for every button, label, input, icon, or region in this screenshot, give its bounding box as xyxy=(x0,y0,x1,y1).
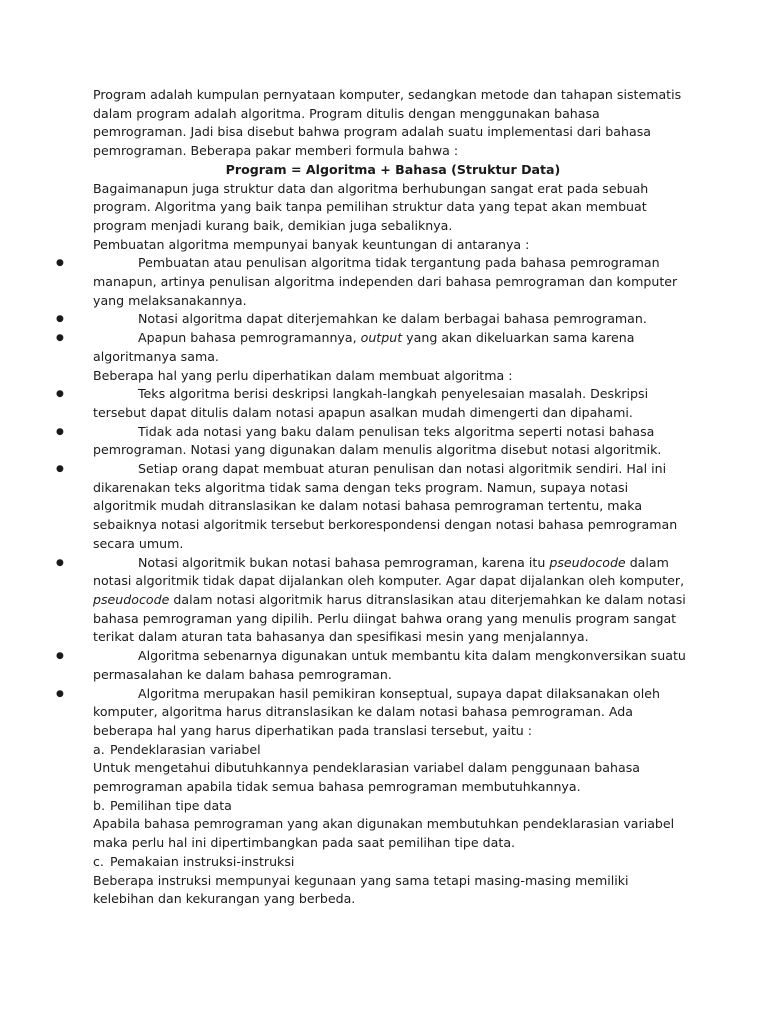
bullet-icon: ● xyxy=(56,651,64,662)
sub-heading-title: Pendeklarasian variabel xyxy=(110,741,261,757)
list-item xyxy=(56,385,693,422)
list-item-text: Pembuatan atau penulisan algoritma tidak tergantung pada bahasa pemrograman manapun, artinya penulisan algoritma independen dari bahasa pemrograman dan komputer yang melaksanakannya. xyxy=(93,255,678,308)
bullet-icon: ● xyxy=(56,258,64,269)
list-item xyxy=(56,685,693,741)
keuntungan-intro: Pembuatan algoritma mempunyai banyak keuntungan di antaranya : xyxy=(93,236,530,252)
list-item-text: Setiap orang dapat membuat aturan penulisan dan notasi algoritmik sendiri. Hal ini dikarenakan teks algoritma tidak sama dengan teks program. Namun, supaya notasi algoritmik mudah ditranslasikan ke dalam notasi bahasa pemrograman tertentu, maka sebaiknya notasi algoritmik tersebut berkorespondensi dengan notasi bahasa pemrograman secara umum. xyxy=(93,461,678,551)
list-item-text: Apapun bahasa pemrogramannya, xyxy=(138,330,361,346)
list-item xyxy=(56,554,693,648)
list-item-text: Tidak ada notasi yang baku dalam penulisan teks algoritma seperti notasi bahasa pemrograman. Notasi yang digunakan dalam menulis algoritma disebut notasi algoritmik. xyxy=(93,423,662,458)
bullet-icon: ● xyxy=(56,333,64,344)
list-item xyxy=(56,423,693,460)
output-term: output xyxy=(360,330,403,346)
list-item xyxy=(56,310,693,329)
bullet-icon: ● xyxy=(56,557,64,568)
bullet-icon: ● xyxy=(56,314,64,325)
pseudocode-term: pseudocode xyxy=(93,591,170,607)
bullet-icon: ● xyxy=(56,464,64,475)
hal-intro: Beberapa hal yang perlu diperhatikan dalam membuat algoritma : xyxy=(93,367,513,383)
sub-heading-letter: a. xyxy=(93,741,105,757)
bullet-icon: ● xyxy=(56,426,64,437)
list-item xyxy=(56,329,693,366)
sub-heading-title: Pemakaian instruksi-instruksi xyxy=(110,853,295,869)
list-item-text: dalam notasi algoritmik harus ditranslasikan atau diterjemahkan ke dalam notasi bahasa pemrograman yang dipilih. Perlu diingat bahwa orang yang menulis program sangat terikat dalam aturan tata bahasanya dan spesifikasi mesin yang menjalannya. xyxy=(93,591,686,645)
list-item-text: Notasi algoritma dapat diterjemahkan ke dalam berbagai bahasa pemrograman. xyxy=(138,311,647,327)
list-item-text: Teks algoritma berisi deskripsi langkah-langkah penyelesaian masalah. Deskripsi tersebut dapat ditulis dalam notasi apapun asalkan mudah dimengerti dan dipahami. xyxy=(93,386,649,420)
list-item-text: Algoritma sebenarnya digunakan untuk membantu kita dalam mengkonversikan suatu permasalahan ke dalam bahasa pemrograman. xyxy=(93,648,686,682)
bullet-icon: ● xyxy=(56,389,64,400)
formula-heading: Program = Algoritma + Bahasa (Struktur Data) xyxy=(225,161,561,177)
bullet-icon: ● xyxy=(56,688,64,699)
list-item-text: Algoritma merupakan hasil pemikiran konseptual, supaya dapat dilaksanakan oleh komputer, algoritma harus ditranslasikan ke dalam notasi bahasa pemrograman. Ada beberapa hal yang harus diperhatikan pada translasi tersebut, yaitu : xyxy=(93,685,660,738)
sub-heading-letter: c. xyxy=(93,853,104,869)
sub-heading xyxy=(93,741,693,760)
sub-body: Untuk mengetahui dibutuhkannya pendeklarasian variabel dalam penggunaan bahasa pemrograman apabila tidak semua bahasa pemrograman membutuhkannya. xyxy=(93,760,640,795)
pseudocode-term: pseudocode xyxy=(549,554,626,570)
sub-heading-title: Pemilihan tipe data xyxy=(110,797,232,813)
document-body xyxy=(56,86,693,909)
list-item-text: Notasi algoritmik bukan notasi bahasa pemrograman, karena itu xyxy=(138,554,550,570)
struktur-data-paragraph: Bagaimanapun juga struktur data dan algoritma berhubungan sangat erat pada sebuah program. Algoritma yang baik tanpa pemilihan struktur data yang tepat akan membuat program menjadi kurang baik, demikian juga sebaliknya. xyxy=(93,180,649,233)
intro-paragraph: Program adalah kumpulan pernyataan komputer, sedangkan metode dan tahapan sistematis dalam program adalah algoritma. Program ditulis dengan menggunakan bahasa pemrograman. Jadi bisa disebut bahwa program adalah suatu implementasi dari bahasa pemrograman. Beberapa pakar memberi formula bahwa : xyxy=(93,87,682,159)
list-item xyxy=(56,254,693,310)
list-item-text: dalam notasi algoritmik tidak dapat dijalankan oleh komputer. Agar dapat dijalankan oleh komputer, xyxy=(93,554,685,589)
list-item xyxy=(56,460,693,554)
sub-heading xyxy=(93,797,693,816)
list-item-text: yang akan dikeluarkan sama karena algoritmanya sama. xyxy=(93,330,635,364)
sub-heading xyxy=(93,853,693,872)
sub-body: Beberapa instruksi mempunyai kegunaan yang sama tetapi masing-masing memiliki kelebihan dan kekurangan yang berbeda. xyxy=(93,872,629,907)
sub-body: Apabila bahasa pemrograman yang akan digunakan membutuhkan pendeklarasian variabel maka perlu hal ini dipertimbangkan pada saat pemilihan tipe data. xyxy=(93,816,675,851)
sub-heading-letter: b. xyxy=(93,797,105,813)
list-item xyxy=(56,647,693,684)
